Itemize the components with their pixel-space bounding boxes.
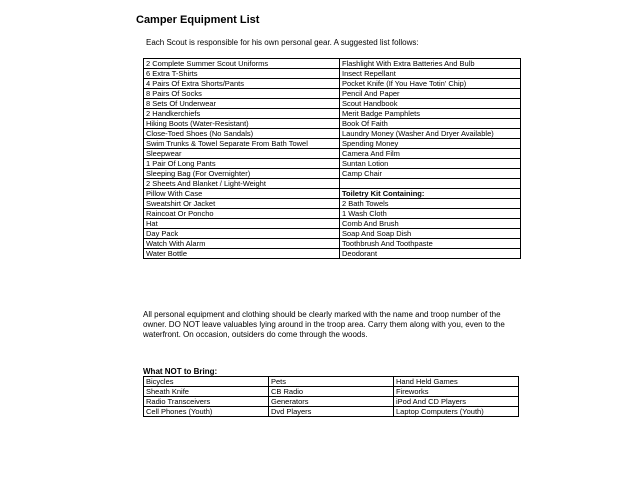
not-to-bring-cell: Hand Held Games [394,377,519,387]
not-to-bring-cell: Laptop Computers (Youth) [394,407,519,417]
equipment-row [144,209,521,219]
not-to-bring-table [143,376,519,417]
equipment-row [144,109,521,119]
not-to-bring-cell: Radio Transceivers [144,397,269,407]
not-to-bring-cell: Generators [269,397,394,407]
intro-text: Each Scout is responsible for his own personal gear. A suggested list follows: [146,38,419,47]
equipment-cell: Toothbrush And Toothpaste [340,239,521,249]
equipment-cell: 8 Pairs Of Socks [144,89,340,99]
equipment-cell: Hiking Boots (Water-Resistant) [144,119,340,129]
equipment-row [144,89,521,99]
equipment-cell: Pocket Knife (If You Have Totin' Chip) [340,79,521,89]
equipment-cell: Pillow With Case [144,189,340,199]
marking-paragraph: All personal equipment and clothing should be clearly marked with the name and troop number of the owner. DO NOT leave valuables lying around in the troop area. Carry them along with you, even to the waterfront. On occasion, outsiders do come through the woods. [143,310,505,339]
equipment-row [144,69,521,79]
equipment-row [144,219,521,229]
equipment-row [144,239,521,249]
equipment-table [143,58,521,259]
equipment-row [144,149,521,159]
equipment-cell: Flashlight With Extra Batteries And Bulb [340,59,521,69]
equipment-cell: Raincoat Or Poncho [144,209,340,219]
equipment-cell: Sleepwear [144,149,340,159]
not-to-bring-cell: Sheath Knife [144,387,269,397]
equipment-row [144,189,521,199]
equipment-cell: 1 Wash Cloth [340,209,521,219]
equipment-cell: Pencil And Paper [340,89,521,99]
equipment-cell: Hat [144,219,340,229]
equipment-row [144,59,521,69]
equipment-cell: Water Bottle [144,249,340,259]
equipment-cell [340,179,521,189]
equipment-cell: 8 Sets Of Underwear [144,99,340,109]
equipment-row [144,119,521,129]
equipment-row [144,99,521,109]
equipment-cell: 6 Extra T-Shirts [144,69,340,79]
not-to-bring-row [144,407,519,417]
equipment-cell: Laundry Money (Washer And Dryer Available) [340,129,521,139]
not-to-bring-cell: Dvd Players [269,407,394,417]
not-to-bring-cell: Fireworks [394,387,519,397]
equipment-cell: 2 Handkerchiefs [144,109,340,119]
equipment-cell: Close-Toed Shoes (No Sandals) [144,129,340,139]
not-to-bring-cell: CB Radio [269,387,394,397]
equipment-row [144,249,521,259]
equipment-cell: Scout Handbook [340,99,521,109]
not-to-bring-row [144,397,519,407]
equipment-cell: Swim Trunks & Towel Separate From Bath Towel [144,139,340,149]
equipment-cell: 2 Bath Towels [340,199,521,209]
equipment-cell: Suntan Lotion [340,159,521,169]
equipment-cell: Toiletry Kit Containing: [340,189,521,199]
equipment-cell: Merit Badge Pamphlets [340,109,521,119]
not-to-bring-row [144,387,519,397]
equipment-row [144,179,521,189]
equipment-row [144,139,521,149]
equipment-cell: Book Of Faith [340,119,521,129]
equipment-cell: Deodorant [340,249,521,259]
equipment-cell: 2 Sheets And Blanket / Light-Weight [144,179,340,189]
not-to-bring-cell: Cell Phones (Youth) [144,407,269,417]
equipment-cell: Watch With Alarm [144,239,340,249]
equipment-row [144,229,521,239]
equipment-cell: Camp Chair [340,169,521,179]
equipment-cell: Comb And Brush [340,219,521,229]
page-title: Camper Equipment List [136,14,260,26]
equipment-cell: Sleeping Bag (For Overnighter) [144,169,340,179]
equipment-cell: Sweatshirt Or Jacket [144,199,340,209]
equipment-row [144,159,521,169]
not-to-bring-heading: What NOT to Bring: [143,367,218,376]
not-to-bring-cell: iPod And CD Players [394,397,519,407]
equipment-cell: Spending Money [340,139,521,149]
equipment-cell: Day Pack [144,229,340,239]
equipment-cell: Soap And Soap Dish [340,229,521,239]
equipment-row [144,169,521,179]
equipment-cell: 1 Pair Of Long Pants [144,159,340,169]
not-to-bring-cell: Pets [269,377,394,387]
equipment-row [144,79,521,89]
not-to-bring-cell: Bicycles [144,377,269,387]
equipment-row [144,199,521,209]
equipment-cell: Insect Repellant [340,69,521,79]
equipment-cell: 4 Pairs Of Extra Shorts/Pants [144,79,340,89]
not-to-bring-row [144,377,519,387]
equipment-cell: Camera And Film [340,149,521,159]
equipment-row [144,129,521,139]
equipment-cell: 2 Complete Summer Scout Uniforms [144,59,340,69]
